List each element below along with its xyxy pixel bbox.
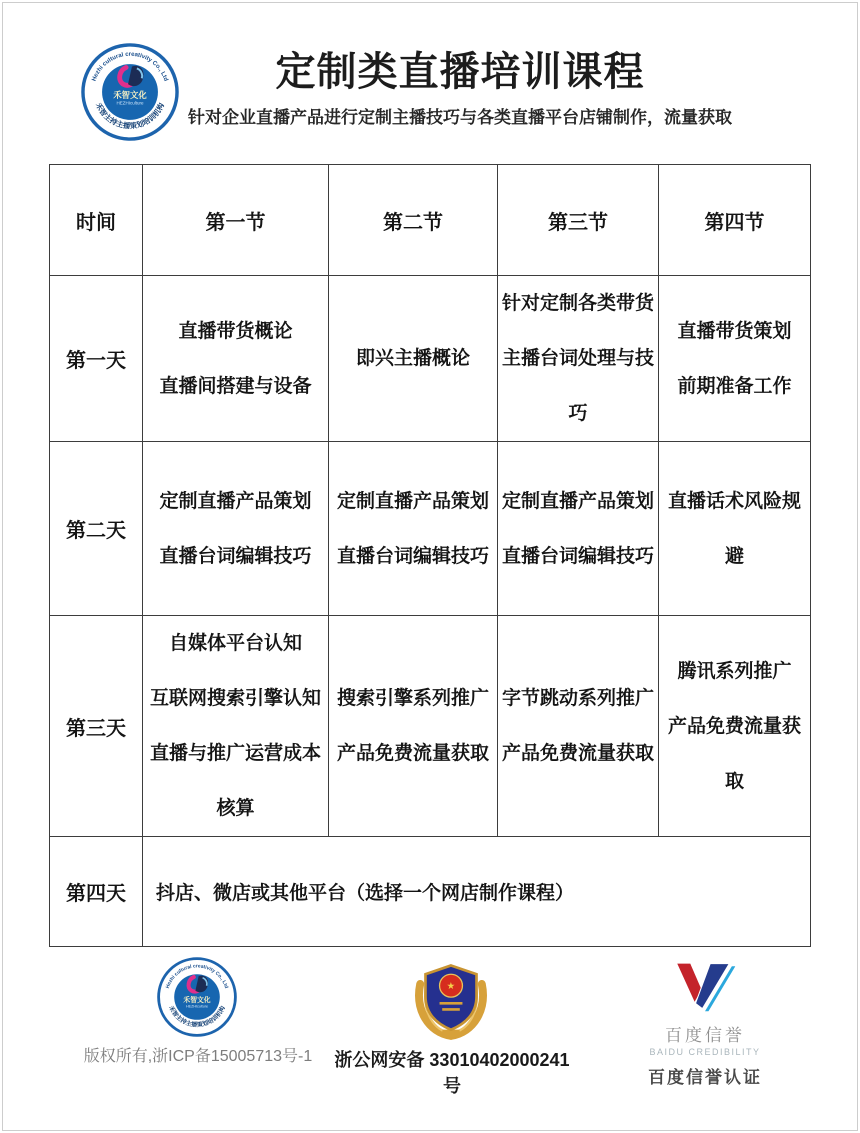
course-line: 直播台词编辑技巧 [501,545,654,567]
row-header-day-2: 第二天 [50,442,143,616]
course-line: 定制直播产品策划 [159,490,312,512]
col-header-time: 时间 [50,165,143,276]
course-line: 直播与推广运营成本核算 [149,743,321,819]
schedule-cell [329,442,498,616]
row-header-day-3: 第三天 [50,616,143,837]
schedule-cell [659,276,811,442]
hezhi-company-logo-footer-icon [157,957,237,1037]
schedule-cell [498,442,659,616]
course-line: 产品免费流量获取 [336,743,489,764]
baidu-credibility-icon [674,961,736,1013]
baidu-credibility-title: 百度信誉 [665,1026,745,1045]
header [100,48,820,128]
course-line: 产品免费流量获取 [667,715,801,792]
schedule-cell [659,442,811,616]
schedule-cell [329,616,498,837]
police-record-text: 浙公网安备 33010402000241号 [334,1050,570,1096]
row-header-day-1: 第一天 [50,276,143,442]
course-line: 互联网搜索引擎认知 [149,688,321,709]
course-line: 针对定制各类带货 [501,293,654,314]
course-line: 搜索引擎系列推广 [336,688,489,709]
course-line: 直播间搭建与设备 [159,375,312,397]
police-badge-icon [407,953,495,1043]
course-line: 产品免费流量获取 [501,743,654,764]
col-header-session-4: 第四节 [659,165,811,276]
page-subtitle: 针对企业直播产品进行定制主播技巧与各类直播平台店铺制作，流量获取 [188,108,732,127]
row-header-day-4: 第四天 [50,837,143,947]
course-line: 自媒体平台认知 [168,633,302,654]
course-line: 前期准备工作 [677,375,792,397]
schedule-cell [498,616,659,837]
course-line: 定制直播产品策划 [501,490,654,512]
col-header-session-2: 第二节 [329,165,498,276]
course-line: 定制直播产品策划 [336,490,489,512]
course-line: 直播带货概论 [178,320,293,342]
schedule-cell [498,276,659,442]
course-line: 直播带货策划 [677,320,792,342]
course-line: 直播话术风险规避 [667,490,801,567]
course-schedule-table [49,164,811,947]
col-header-session-1: 第一节 [143,165,329,276]
schedule-cell-merged: 抖店、微店或其他平台（选择一个网店制作课程） [143,837,811,947]
course-line: 字节跳动系列推广 [501,688,654,709]
schedule-cell [143,442,329,616]
baidu-credibility-caption: 百度信誉认证 [648,1068,762,1087]
schedule-cell [659,616,811,837]
course-line: 主播台词处理与技巧 [501,348,654,424]
baidu-credibility-block [630,961,780,1088]
course-line: 直播台词编辑技巧 [159,545,312,567]
course-line: 腾讯系列推广 [677,660,792,682]
col-header-session-3: 第三节 [498,165,659,276]
page-title: 定制类直播培训课程 [275,50,645,94]
schedule-cell [329,276,498,442]
course-line: 即兴主播概论 [355,348,470,369]
course-line: 直播台词编辑技巧 [336,545,489,567]
schedule-cell [143,276,329,442]
copyright-text: 版权所有,浙ICP备15005713号-1 [83,1048,313,1065]
baidu-credibility-subtitle: BAIDU CREDIBILITY [649,1047,761,1057]
schedule-cell [143,616,329,837]
